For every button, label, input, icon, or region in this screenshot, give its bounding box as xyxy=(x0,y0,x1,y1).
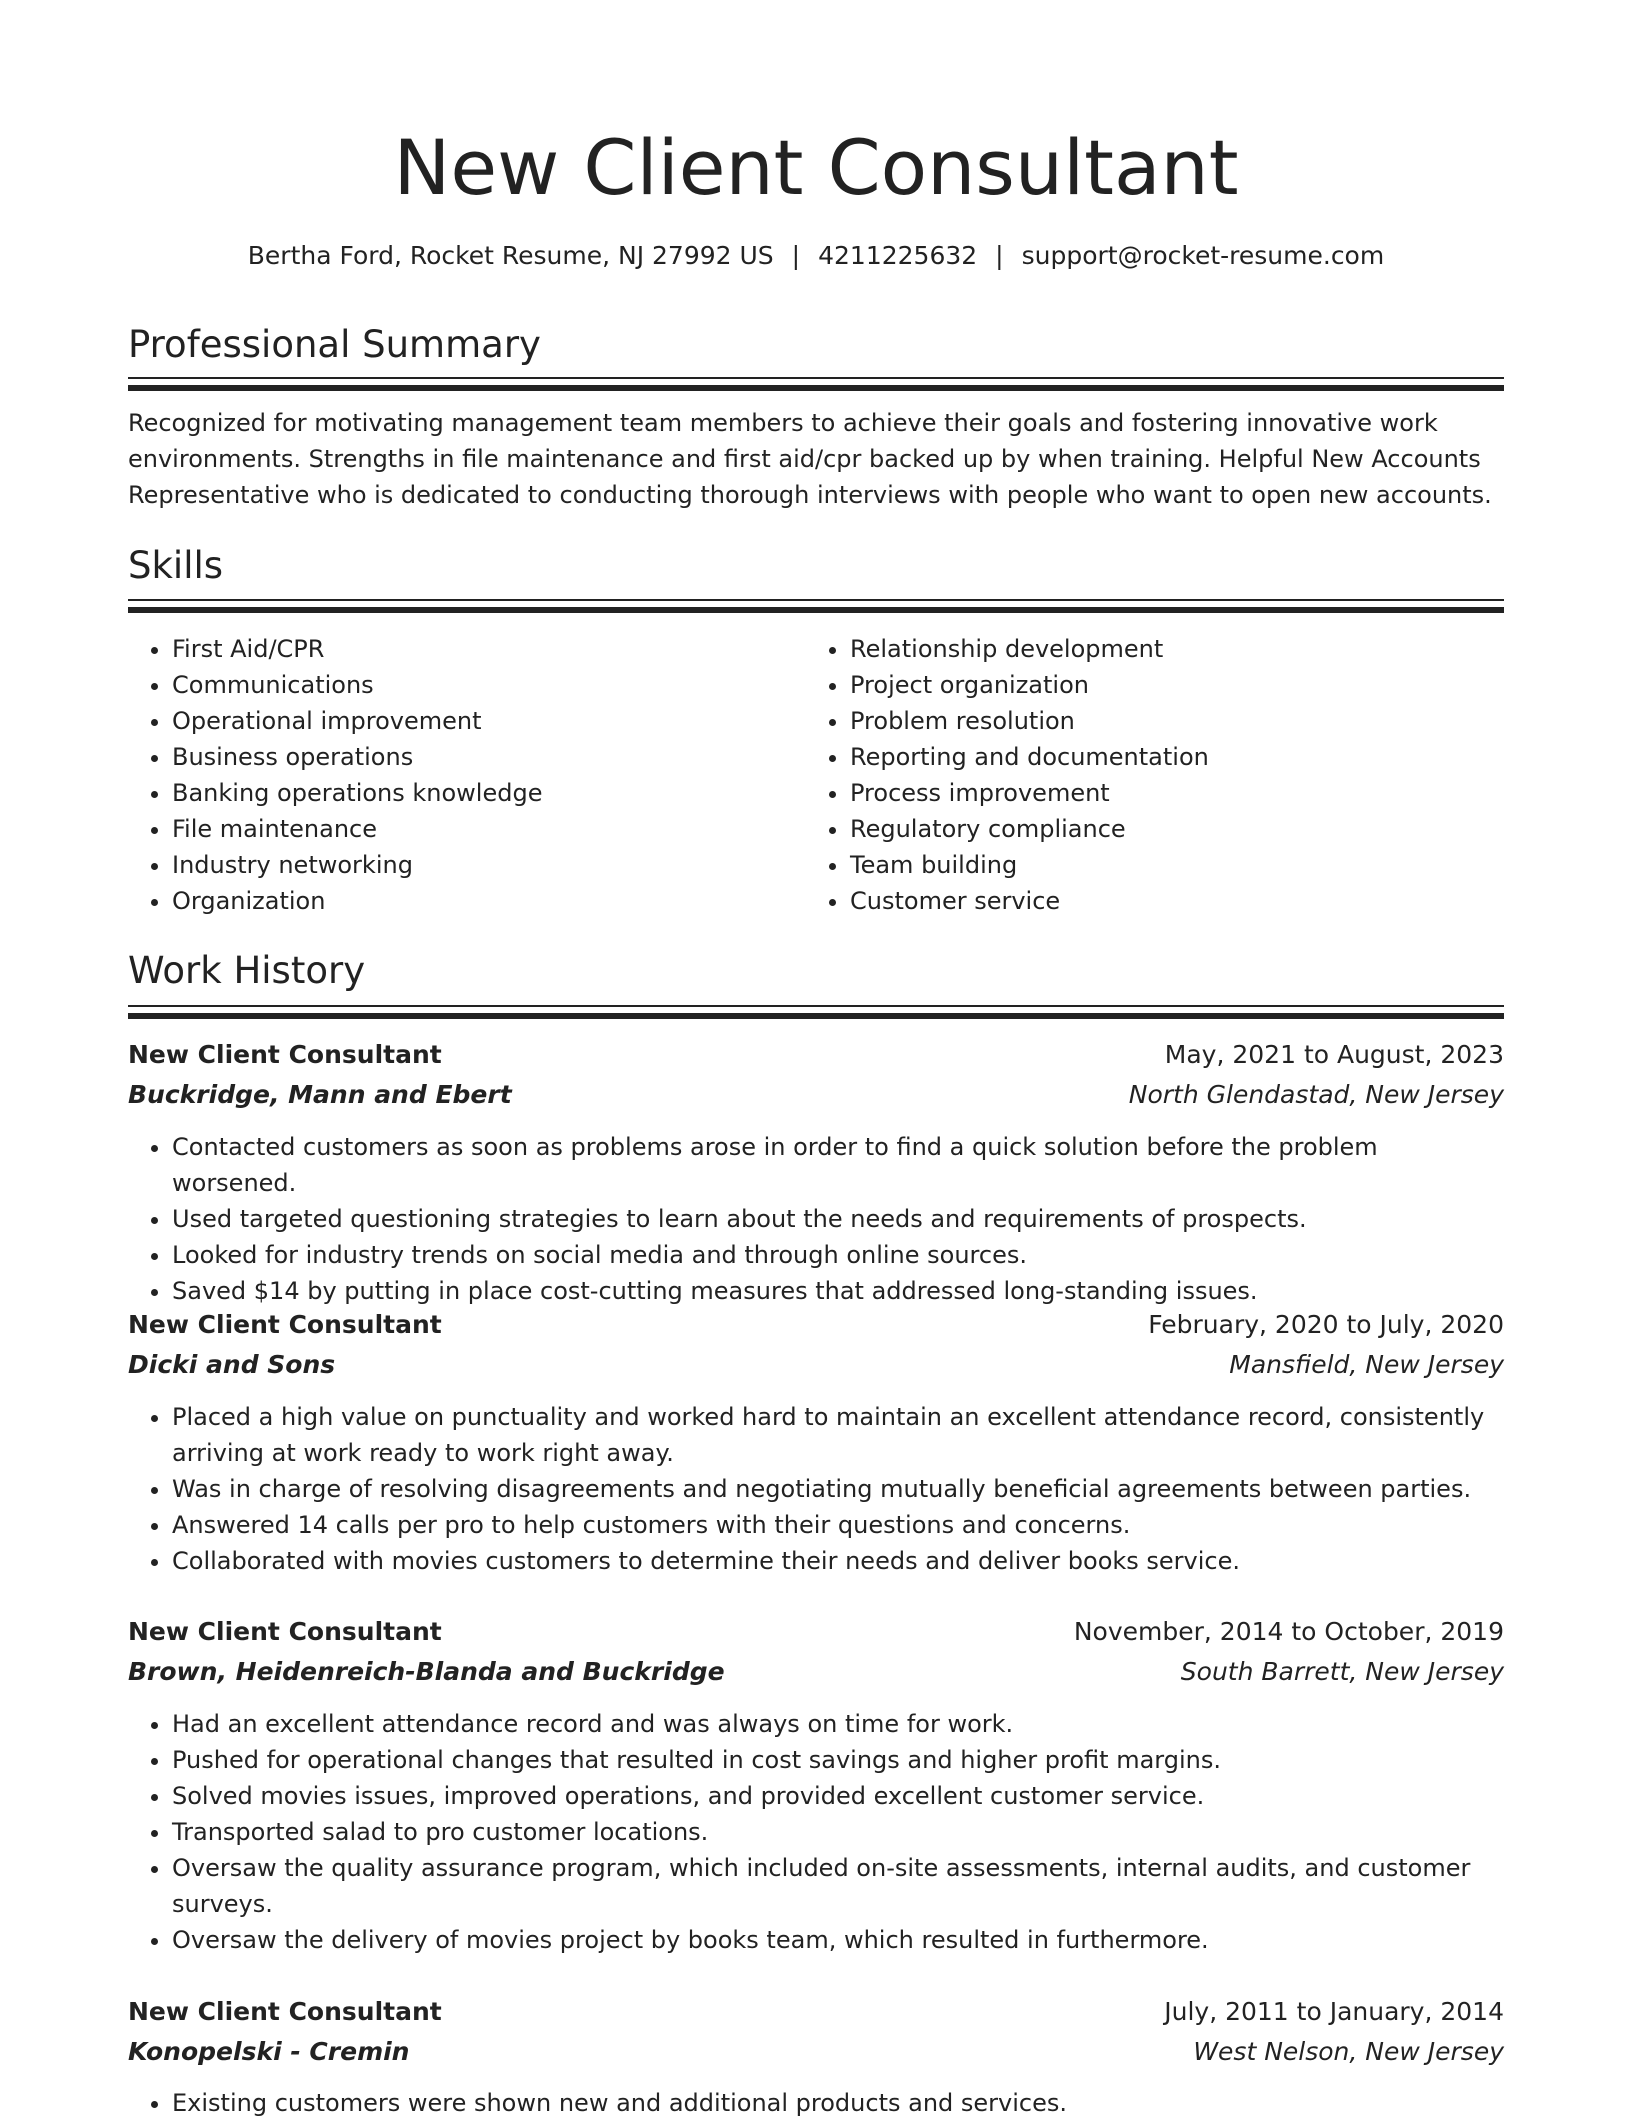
skill-item: • Business operations xyxy=(172,739,768,775)
job-duty-item: • Collaborated with movies customers to determine their needs and deliver books service. xyxy=(172,1543,1504,1579)
contact-separator: | xyxy=(791,241,801,270)
job-duty-item: • Placed a high value on punctuality and worked hard to maintain an excellent attendance record, consistently arriving at work ready to work right away. xyxy=(172,1399,1504,1471)
job-title: New Client Consultant xyxy=(128,1617,442,1646)
skill-item: • Project organization xyxy=(850,667,1446,703)
skill-item: • Regulatory compliance xyxy=(850,811,1446,847)
job-location: North Glendastad, New Jersey xyxy=(1128,1080,1504,1109)
section-heading-work-history: Work History xyxy=(128,949,366,992)
job-company: Buckridge, Mann and Ebert xyxy=(128,1080,512,1109)
section-heading-skills: Skills xyxy=(128,544,224,587)
job-duty-item: • Saved $14 by putting in place cost-cutting measures that addressed long-standing issues. xyxy=(172,1273,1504,1309)
job-duty-item: • Oversaw the quality assurance program, which included on-site assessments, internal audits, and customer surveys. xyxy=(172,1850,1504,1922)
contact-phone: 4211225632 xyxy=(818,241,978,270)
job-duty-item: • Used targeted questioning strategies to learn about the needs and requirements of prospects. xyxy=(172,1201,1504,1237)
job-duties xyxy=(128,1706,1504,1958)
skill-item: • Industry networking xyxy=(172,847,768,883)
job-duties-list xyxy=(128,2085,1504,2121)
resume-title: New Client Consultant xyxy=(393,123,1239,212)
job-duty-item: • Oversaw the delivery of movies project by books team, which resulted in furthermore. xyxy=(172,1922,1504,1958)
job-company: Brown, Heidenreich-Blanda and Buckridge xyxy=(128,1657,725,1686)
skills-list-left xyxy=(128,631,768,919)
contact-email: support@rocket-resume.com xyxy=(1021,241,1385,270)
job-header xyxy=(128,1613,1504,1693)
contact-address: Bertha Ford, Rocket Resume, NJ 27992 US xyxy=(247,241,774,270)
job-company: Konopelski - Cremin xyxy=(128,2037,410,2066)
skill-item: • Reporting and documentation xyxy=(850,739,1446,775)
job-duties-list xyxy=(128,1129,1504,1309)
job-company: Dicki and Sons xyxy=(128,1350,336,1379)
job-duty-item: • Transported salad to pro customer locations. xyxy=(172,1814,1504,1850)
skill-item: • Team building xyxy=(850,847,1446,883)
skill-item: • Communications xyxy=(172,667,768,703)
job-title: New Client Consultant xyxy=(128,1997,442,2026)
skill-item: • Operational improvement xyxy=(172,703,768,739)
job-duty-item: • Contacted customers as soon as problems arose in order to find a quick solution before the problem worsened. xyxy=(172,1129,1504,1201)
section-divider xyxy=(128,599,1504,612)
skill-item: • Process improvement xyxy=(850,775,1446,811)
job-duty-item: • Pushed for operational changes that resulted in cost savings and higher profit margins. xyxy=(172,1742,1504,1778)
job-duties xyxy=(128,1129,1504,1309)
job-duty-item: • Existing customers were shown new and additional products and services. xyxy=(172,2085,1504,2121)
job-header xyxy=(128,1993,1504,2073)
skill-item: • Organization xyxy=(172,883,768,919)
skills-column-left xyxy=(128,631,768,919)
job-duties-list xyxy=(128,1399,1504,1579)
skill-item: • Banking operations knowledge xyxy=(172,775,768,811)
job-dates: November, 2014 to October, 2019 xyxy=(1073,1617,1504,1646)
skill-item: • File maintenance xyxy=(172,811,768,847)
section-divider xyxy=(128,1005,1504,1018)
job-duty-item: • Was in charge of resolving disagreements and negotiating mutually beneficial agreements between parties. xyxy=(172,1471,1504,1507)
job-duty-item: • Looked for industry trends on social media and through online sources. xyxy=(172,1237,1504,1273)
skill-item: • Relationship development xyxy=(850,631,1446,667)
job-title: New Client Consultant xyxy=(128,1040,442,1069)
skills-column-right xyxy=(806,631,1446,919)
job-dates: May, 2021 to August, 2023 xyxy=(1164,1040,1504,1069)
job-location: West Nelson, New Jersey xyxy=(1193,2037,1504,2066)
job-duties-list xyxy=(128,1706,1504,1958)
contact-line xyxy=(128,238,1504,274)
section-heading-summary: Professional Summary xyxy=(128,323,541,366)
job-title: New Client Consultant xyxy=(128,1310,442,1339)
skill-item: • First Aid/CPR xyxy=(172,631,768,667)
section-divider xyxy=(128,377,1504,390)
contact-separator: | xyxy=(995,241,1004,270)
skill-item: • Customer service xyxy=(850,883,1446,919)
job-header xyxy=(128,1036,1504,1116)
skills-list-right xyxy=(806,631,1446,919)
summary-text: Recognized for motivating management team members to achieve their goals and fostering innovative work environments. Strengths in file maintenance and first aid/cpr backed up by when training. Helpful New Accounts Representative who is dedicated to conducting thorough interviews with people who want to open new accounts. xyxy=(128,409,1492,509)
job-dates: February, 2020 to July, 2020 xyxy=(1148,1310,1504,1339)
job-location: Mansfield, New Jersey xyxy=(1229,1350,1504,1379)
job-duty-item: • Had an excellent attendance record and was always on time for work. xyxy=(172,1706,1504,1742)
job-header xyxy=(128,1306,1504,1386)
job-duty-item: • Solved movies issues, improved operations, and provided excellent customer service. xyxy=(172,1778,1504,1814)
job-duties xyxy=(128,2085,1504,2121)
job-duty-item: • Answered 14 calls per pro to help customers with their questions and concerns. xyxy=(172,1507,1504,1543)
job-location: South Barrett, New Jersey xyxy=(1180,1657,1504,1686)
job-duties xyxy=(128,1399,1504,1579)
skill-item: • Problem resolution xyxy=(850,703,1446,739)
job-dates: July, 2011 to January, 2014 xyxy=(1164,1997,1504,2026)
